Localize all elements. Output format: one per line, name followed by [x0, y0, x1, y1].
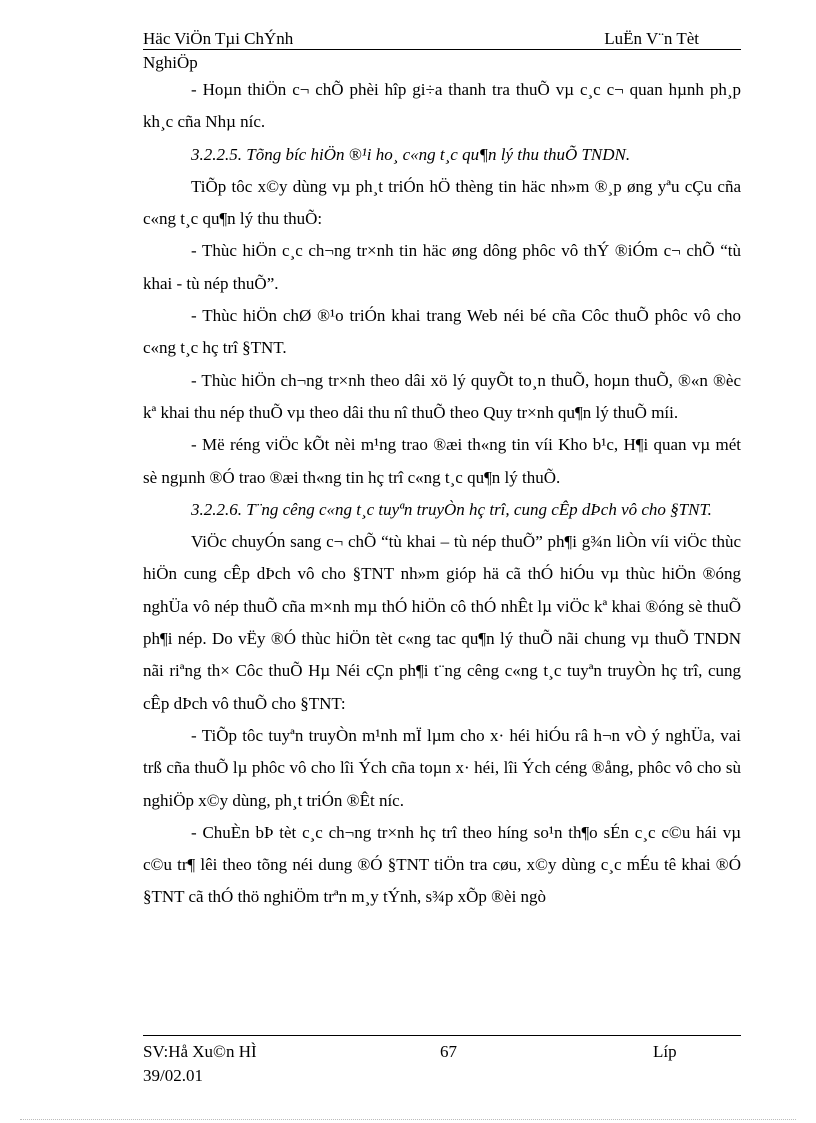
paragraph: TiÕp tôc x©y dùng vµ ph¸t triÓn hÖ thèng tin häc nh»m ®¸p øng yªu cÇu cña c«ng t¸c qu¶n lý thu thuÕ: [143, 176, 741, 229]
section-heading: 3.2.2.5. Tõng bíc hiÖn ®¹i ho¸ c«ng t¸c qu¶n lý thu thuÕ TNDN. [191, 144, 631, 164]
paragraph: - Thùc hiÖn ch¬ng tr×nh theo dâi xö lý quyÕt to¸n thuÕ, hoµn thuÕ, ®«n ®èc kª khai thu nép thuÕ vµ theo dâi thu nî thuÕ theo Quy tr×nh qu¶n lý thuÕ míi. [143, 370, 741, 422]
footer-divider [143, 1035, 741, 1036]
paragraph: - ChuÈn bÞ tèt c¸c ch¬ng tr×nh hç trî theo híng so¹n th¶o sÉn c¸c c©u hái vµ c©u tr¶ lêi theo tõng néi dung ®Ó §TNT tiÖn tra cøu, x©y dùng c¸c mÉu tê khai ®Ó §TNT cã thÓ thö nghiÖm trªn m¸y tÝnh, s¾p xÕp ®èi ngò [143, 822, 741, 907]
page-header [143, 30, 741, 48]
body-text [143, 52, 741, 914]
page-number: 67 [440, 1042, 457, 1061]
section-heading: 3.2.2.6. T¨ng cêng c«ng t¸c tuyªn truyÒn hç trî, cung cÊp dÞch vô cho §TNT. [191, 499, 712, 519]
paragraph: - TiÕp tôc tuyªn truyÒn m¹nh mÏ lµm cho x· héi hiÓu râ h¬n vÒ ý nghÜa, vai trß cña thuÕ lµ phôc vô cho lîi Ých cña toµn x· héi, lîi Ých céng ®ång, phôc vô cho sù nghiÖp x©y dùng, ph¸t triÓn ®Êt níc. [143, 725, 741, 810]
footer-student-name: SV:Hå Xu©n HÌ [143, 1042, 257, 1061]
header-doc-type: LuËn V¨n Tèt [604, 29, 699, 48]
paragraph: - Thùc hiÖn chØ ®¹o triÓn khai trang Web néi bé cña Côc thuÕ phôc vô cho c«ng t¸c hç trî §TNT. [143, 306, 741, 358]
footer-class-label: Líp [653, 1042, 677, 1061]
paragraph: - Më réng viÖc kÕt nèi m¹ng trao ®æi th«ng tin víi Kho b¹c, H¶i quan vµ mét sè ngµnh ®Ó trao ®æi th«ng tin hç trî c«ng t¸c qu¶n lý thuÕ. [143, 435, 741, 487]
header-institution: Häc ViÖn Tµi ChÝnh [143, 29, 294, 48]
footer-class-code: 39/02.01 [143, 1066, 203, 1085]
page-boundary-line [20, 1119, 796, 1120]
paragraph: - Hoµn thiÖn c¬ chÕ phèi hîp gi÷a thanh tra thuÕ vµ c¸c c¬ quan hµnh ph¸p kh¸c cña Nhµ níc. [143, 80, 741, 132]
paragraph: - Thùc hiÖn c¸c ch¬ng tr×nh tin häc øng dông phôc vô thÝ ®iÓm c¬ chÕ “tù khai - tù nép thuÕ”. [143, 241, 741, 293]
page-footer [143, 1040, 741, 1088]
header-divider [143, 49, 741, 50]
paragraph: ViÖc chuyÓn sang c¬ chÕ “tù khai – tù nép thuÕ” ph¶i g¾n liÒn víi viÖc thùc hiÖn cung cÊp dÞch vô cho §TNT nh»m gióp hä cã thÓ hiÓu vµ thùc hiÖn ®óng nghÜa vô nép thuÕ cña m×nh mµ thÓ hiÖn cô thÓ nhÊt lµ viÖc kª khai ®óng sè thuÕ ph¶i nép. Do vËy ®Ó thùc hiÖn tèt c«ng tac qu¶n lý thuÕ nãi chung vµ thuÕ TNDN nãi riªng th× Côc thuÕ Hµ Néi cÇn ph¶i t¨ng cêng c«ng t¸c tuyªn truyÒn hç trî, cung cÊp dÞch vô thuÕ cho §TNT: [143, 532, 741, 713]
header-continuation: NghiÖp [143, 53, 198, 72]
